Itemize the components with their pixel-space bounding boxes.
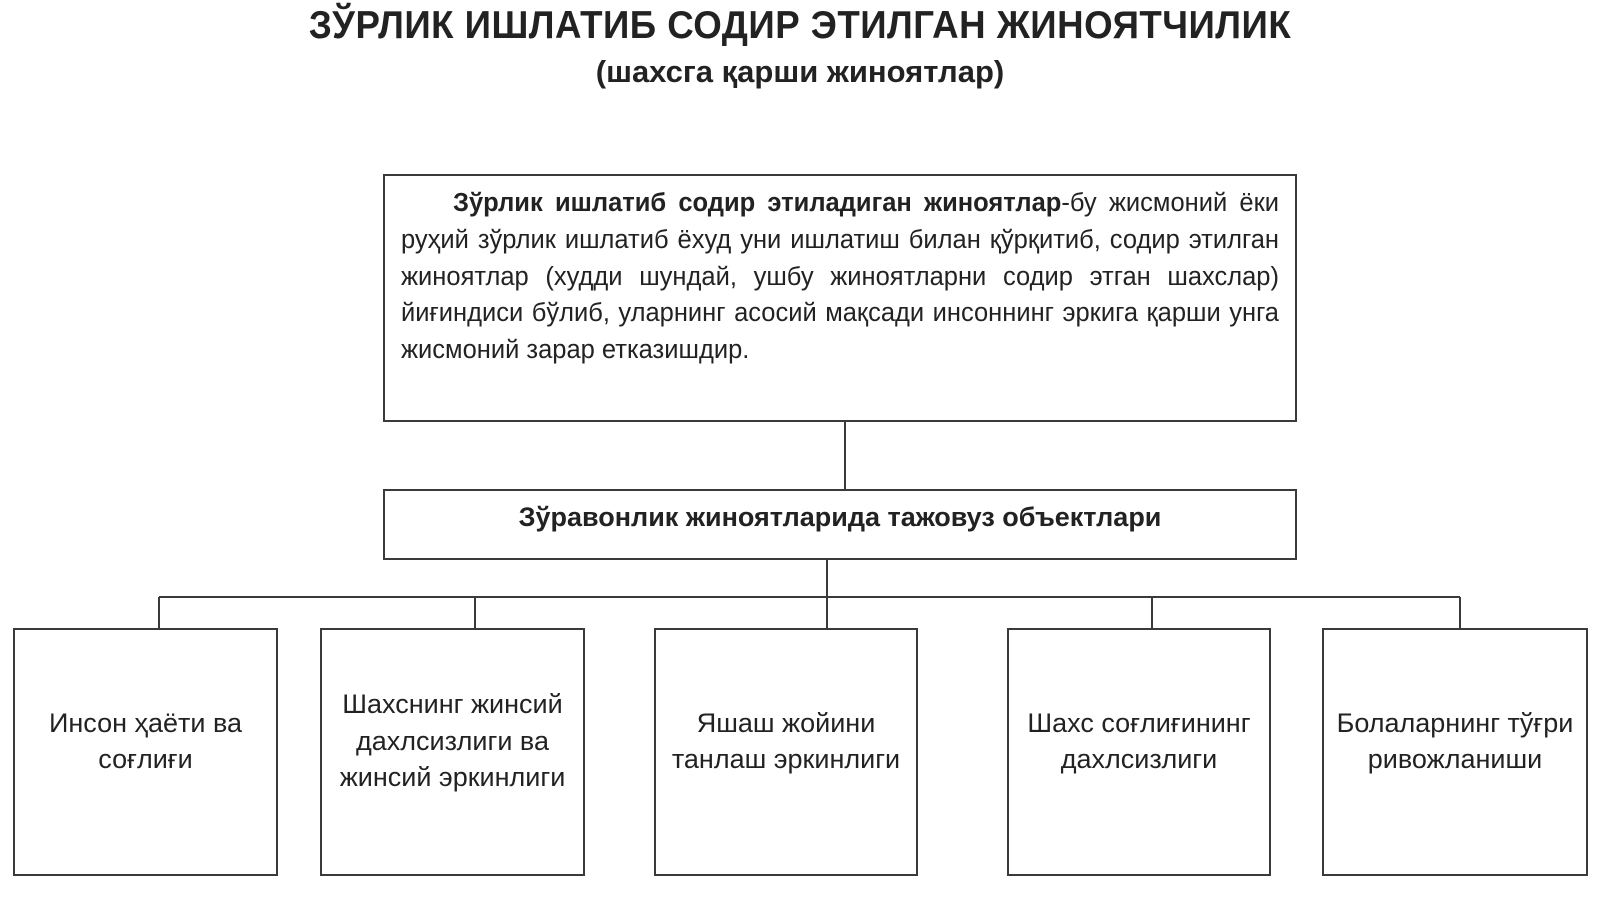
object-box-health-inviolability <box>1007 628 1271 876</box>
object-box-sexual-freedom <box>320 628 585 876</box>
diagram-title: ЗЎРЛИК ИШЛАТИБ СОДИР ЭТИЛГАН ЖИНОЯТЧИЛИК <box>308 4 1292 47</box>
object-box-life-health <box>13 628 278 876</box>
object-label: Болаларнинг тўғри ривожланиши <box>1336 707 1574 774</box>
definition-term: Зўрлик ишлатиб содир этиладиган жиноятлар <box>453 189 1062 217</box>
object-label: Шахс соғлиғининг дахлсизлиги <box>1027 707 1251 774</box>
object-box-residence-freedom <box>654 628 918 876</box>
object-label: Инсон ҳаёти ва соғлиғи <box>48 707 243 774</box>
object-box-child-development <box>1322 628 1588 876</box>
diagram-subtitle: (шахсга қарши жиноятлар) <box>595 54 1005 89</box>
definition-box <box>383 174 1297 422</box>
object-label: Яшаш жойини танлаш эркинлиги <box>671 707 901 774</box>
definition-body: -бу жисмоний ёки руҳий зўрлик ишлатиб ёхуд уни ишлатиш билан қўрқитиб, содир этилган жиноятлар (худди шундай, ушбу жиноятларни содир этган шахслар) йиғиндиси бўлиб, уларнинг асосий мақсади инсоннинг эркига қарши унга жисмоний зарар етказишдир. <box>401 189 1279 365</box>
objects-heading: Зўравонлик жиноятларида тажовуз объектлари <box>518 502 1162 532</box>
object-label: Шахснинг жинсий дахлсизлиги ва жинсий эркинлиги <box>339 689 566 793</box>
objects-heading-box <box>383 489 1297 560</box>
definition-text <box>401 185 1279 369</box>
